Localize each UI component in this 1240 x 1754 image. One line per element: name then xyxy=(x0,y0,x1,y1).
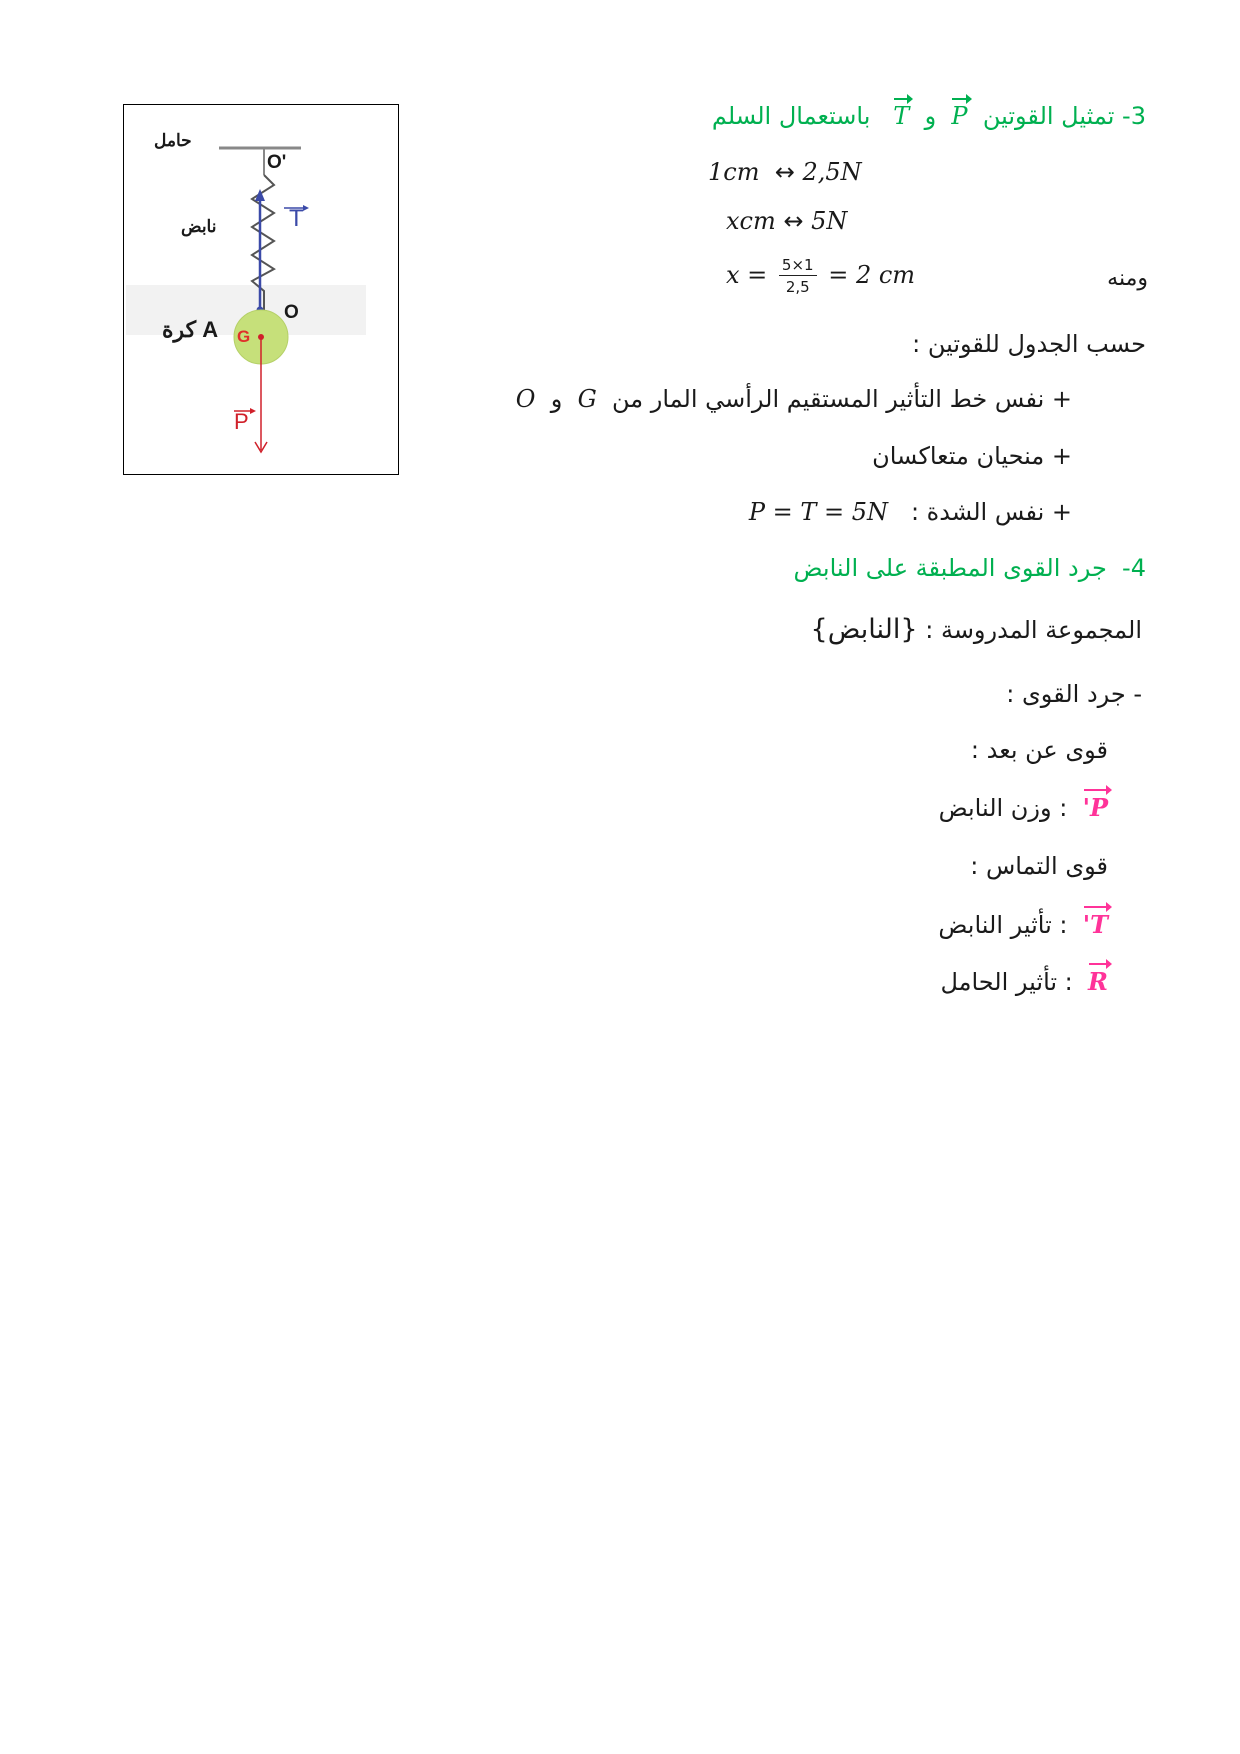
point3 xyxy=(749,498,1072,526)
section3-title-and: و xyxy=(924,102,937,130)
table-intro: حسب الجدول للقوتين : xyxy=(912,330,1146,358)
scale-line-1 xyxy=(708,158,862,186)
vector-t-label: T xyxy=(289,205,304,232)
force-weight xyxy=(939,793,1108,822)
result-prefix: ومنه xyxy=(1107,266,1148,291)
scale-line-1-left: 1cm xyxy=(708,158,760,186)
section3-title xyxy=(712,102,1146,130)
force-r-symbol: R xyxy=(1088,967,1108,996)
point-g-label: G xyxy=(237,327,251,346)
result-denominator: 2,5 xyxy=(785,278,810,296)
section4-title xyxy=(794,554,1146,582)
point-o-prime-label: O' xyxy=(267,152,287,173)
spring-ball-figure xyxy=(123,104,399,475)
system-value: {النابض} xyxy=(810,614,918,645)
point3-text: + نفس الشدة : xyxy=(910,498,1072,526)
section3-title-text: تمثيل القوتين xyxy=(982,102,1115,130)
point2: + منحيان متعاكسان xyxy=(872,442,1072,470)
section3-title-vec-p: P xyxy=(951,102,968,130)
point1 xyxy=(516,385,1072,413)
studied-system xyxy=(811,614,1142,645)
section3-title-scale: باستعمال السلم xyxy=(711,102,871,130)
scale-line-1-right: 2,5N xyxy=(802,158,862,186)
force-t-prime-desc: : تأثير النابض xyxy=(938,911,1068,939)
force-support xyxy=(940,967,1108,996)
distance-forces: قوى عن بعد : xyxy=(970,736,1108,764)
force-p-prime-symbol: P' xyxy=(1082,793,1108,822)
point-g-dot xyxy=(258,334,264,340)
scale-line-2-arrow: ↔ xyxy=(783,207,804,235)
point3-math: P = T = 5N xyxy=(748,498,889,526)
scale-line-2-right: 5N xyxy=(811,207,848,235)
point1-g: G xyxy=(577,385,597,413)
point1-and: و xyxy=(550,385,563,413)
inventory-label: - جرد القوى : xyxy=(1006,680,1142,708)
force-spring xyxy=(938,910,1108,939)
result-numerator: 5×1 xyxy=(779,256,817,276)
section4-number: 4- xyxy=(1122,554,1146,582)
force-r-desc: : تأثير الحامل xyxy=(940,968,1073,996)
scale-line-2-left: xcm xyxy=(726,207,776,235)
section3-number: 3- xyxy=(1122,102,1146,130)
vector-p-label: P xyxy=(234,409,249,434)
spring-label: نابض xyxy=(181,217,217,236)
contact-forces: قوى التماس : xyxy=(970,852,1108,880)
section3-title-vec-t: T xyxy=(893,102,910,130)
result-fraction xyxy=(779,256,817,296)
force-t-prime-symbol: T' xyxy=(1082,910,1108,939)
result-equals: = 2 cm xyxy=(828,261,916,289)
point-o-label: O xyxy=(284,302,299,323)
system-label: المجموعة المدروسة : xyxy=(925,616,1142,644)
point1-o: O xyxy=(515,385,536,413)
force-p-prime-desc: : وزن النابض xyxy=(938,794,1068,822)
support-label: حامل xyxy=(154,131,192,150)
p-label-arrowhead xyxy=(250,408,256,414)
scale-line-2 xyxy=(726,207,847,235)
result-x: x = xyxy=(726,261,768,289)
point1-text: + نفس خط التأثير المستقيم الرأسي المار من xyxy=(612,385,1072,413)
result-equation xyxy=(726,256,915,296)
figure-drawing xyxy=(124,105,398,474)
ball-label: كرة A xyxy=(162,317,219,342)
scale-line-1-arrow: ↔ xyxy=(774,158,795,186)
section4-title-text: جرد القوى المطبقة على النابض xyxy=(793,554,1107,582)
